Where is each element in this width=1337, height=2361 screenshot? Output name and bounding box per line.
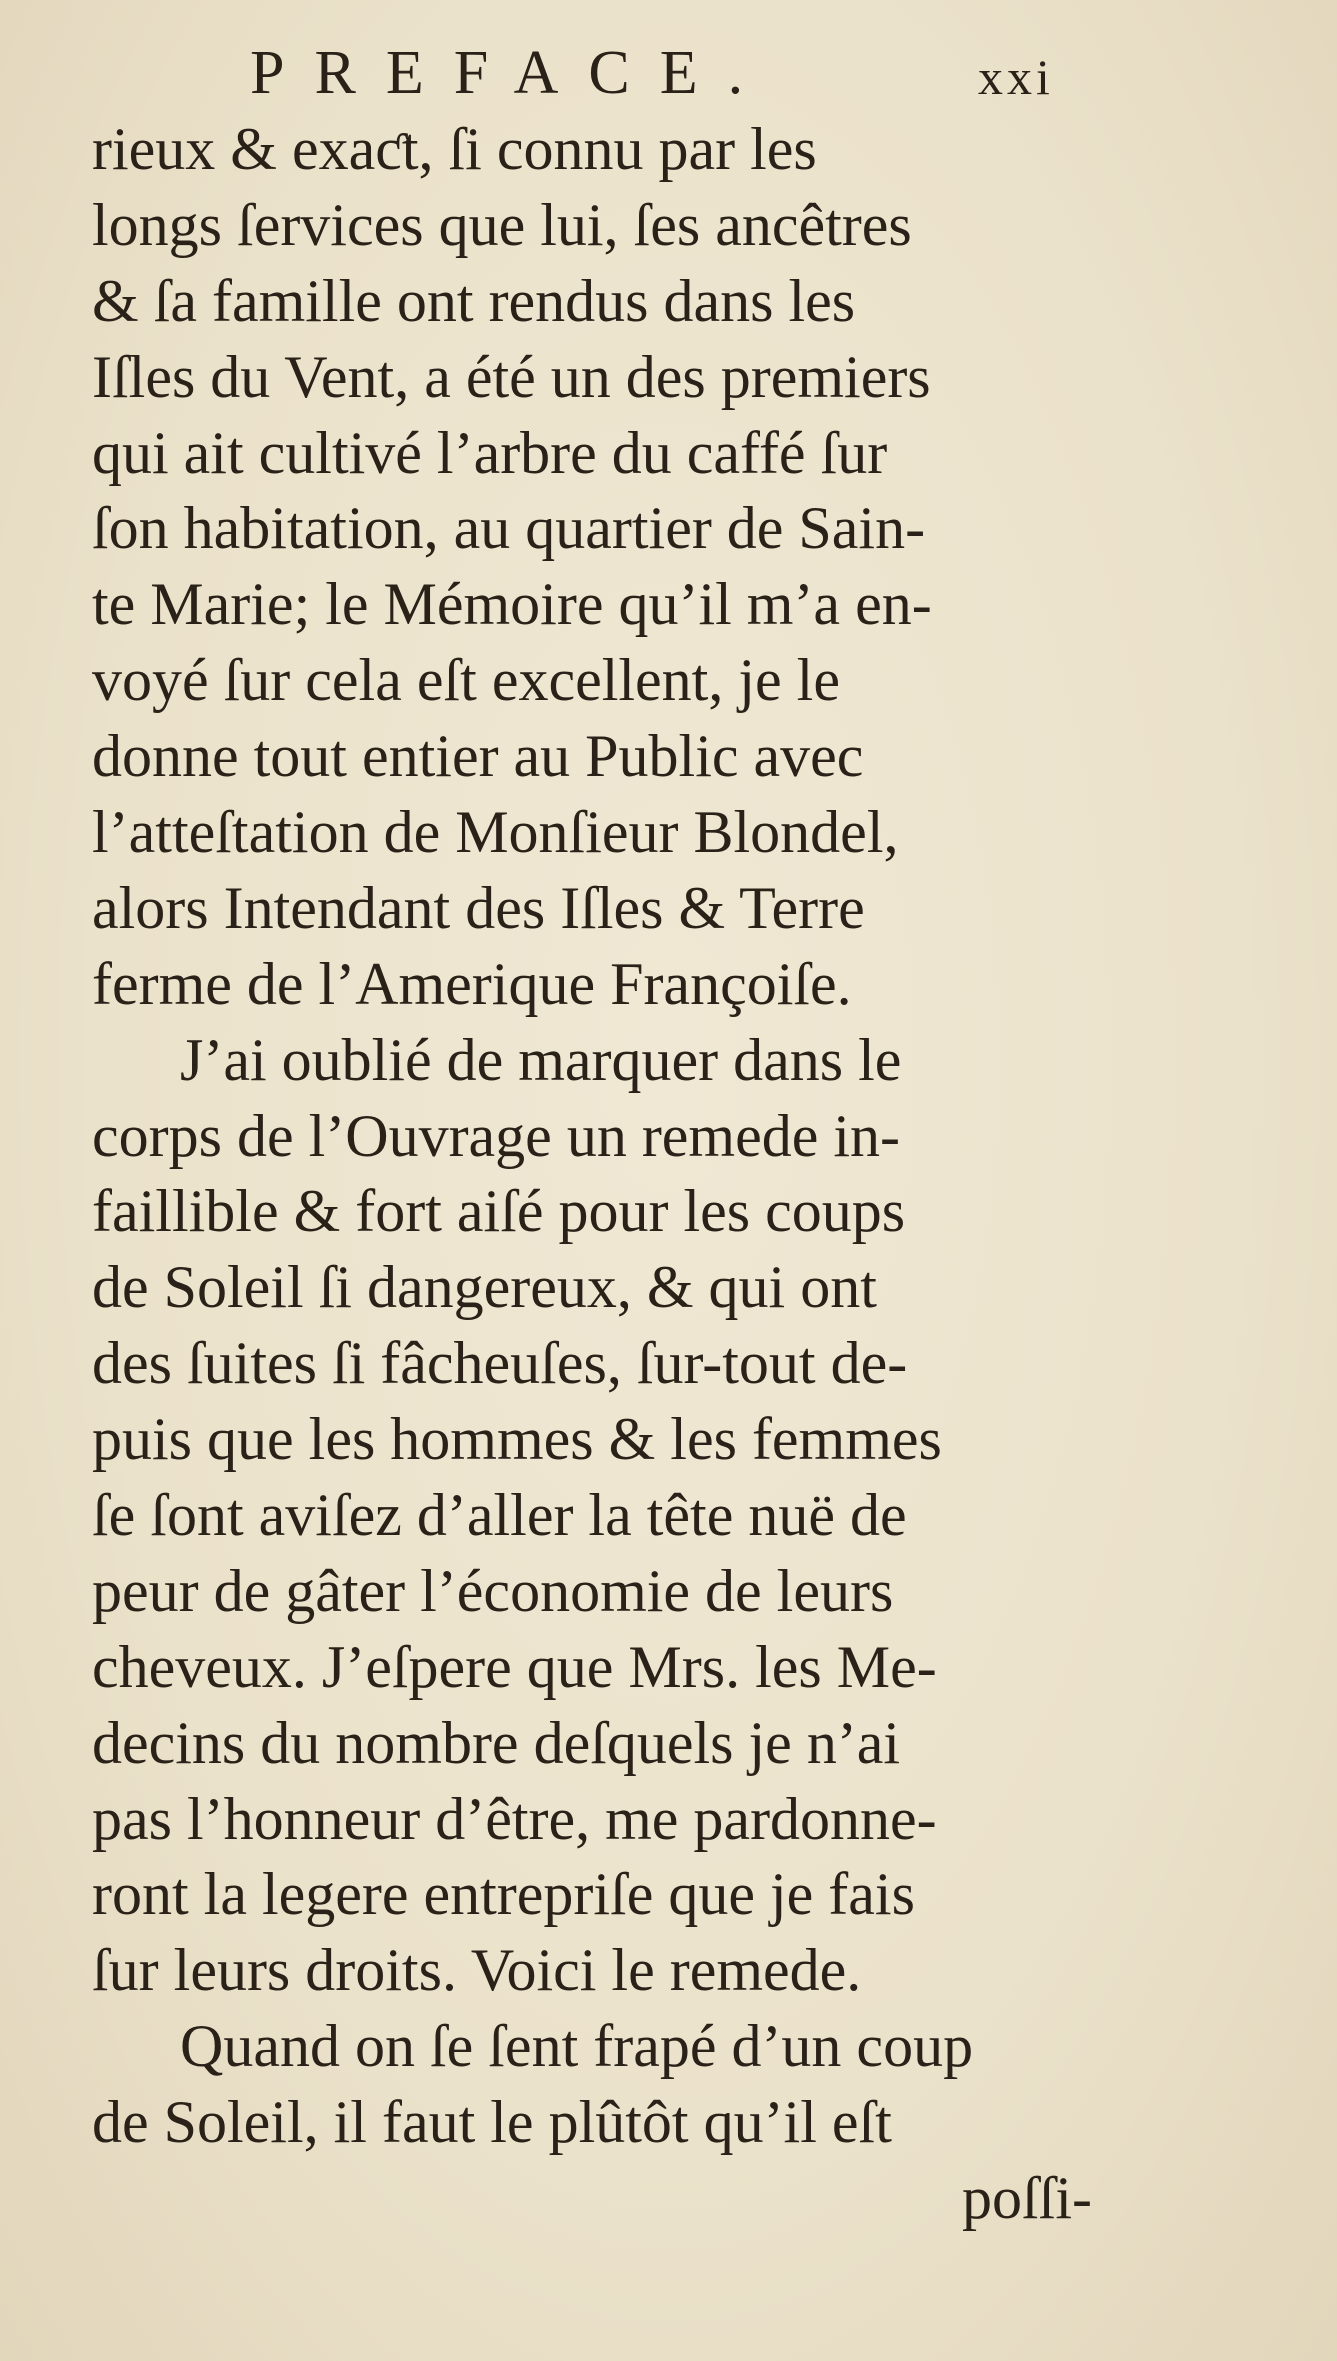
page-number: xxi bbox=[978, 49, 1054, 105]
paragraph-start-line: J’ai oublié de marquer dans le bbox=[180, 1026, 902, 1093]
body-text bbox=[92, 112, 1092, 2237]
text-line: qui ait cultivé l’arbre du caffé ſur bbox=[92, 419, 888, 486]
text-line: longs ſervices que lui, ſes ancêtres bbox=[92, 191, 912, 258]
text-line: puis que les hommes & les femmes bbox=[92, 1406, 942, 1473]
paragraph-start-line: Quand on ſe ſent frapé d’un coup bbox=[180, 2013, 974, 2080]
text-line: alors Intendant des Iſles & Terre bbox=[92, 874, 865, 941]
text-line: de Soleil, il faut le plûtôt qu’il eſt bbox=[92, 2089, 892, 2156]
text-line: cheveux. J’eſpere que Mrs. les Me- bbox=[92, 1633, 937, 1700]
text-line: ſur leurs droits. Voici le remede. bbox=[92, 1937, 862, 2004]
text-line: ſon habitation, au quartier de Sain- bbox=[92, 495, 926, 562]
text-line: ront la legere entrepriſe que je fais bbox=[92, 1861, 915, 1928]
text-line: de Soleil ſi dangereux, & qui ont bbox=[92, 1254, 877, 1321]
text-line: corps de l’Ouvrage un remede in- bbox=[92, 1102, 901, 1169]
text-line: Iſles du Vent, a été un des premiers bbox=[92, 343, 931, 410]
text-line: peur de gâter l’économie de leurs bbox=[92, 1557, 894, 1624]
text-line: des ſuites ſi fâcheuſes, ſur-tout de- bbox=[92, 1330, 908, 1397]
text-line: pas l’honneur d’être, me pardonne- bbox=[92, 1785, 937, 1852]
text-line: voyé ſur cela eſt excellent, je le bbox=[92, 647, 840, 714]
text-line: donne tout entier au Public avec bbox=[92, 723, 864, 790]
text-line: ferme de l’Amerique Françoiſe. bbox=[92, 950, 852, 1017]
text-line: rieux & exaƈt, ſi connu par les bbox=[92, 116, 817, 182]
catchword: poſſi- bbox=[962, 2165, 1092, 2232]
text-line: l’atteſtation de Monſieur Blondel, bbox=[92, 799, 899, 866]
text-line: & ſa famille ont rendus dans les bbox=[92, 267, 856, 334]
text-line: ſe ſont aviſez d’aller la tête nuë de bbox=[92, 1482, 907, 1549]
running-head-title: PREFACE. bbox=[250, 39, 774, 107]
text-line: faillible & fort aiſé pour les coups bbox=[92, 1178, 906, 1245]
text-line: decins du nombre deſquels je n’ai bbox=[92, 1709, 901, 1776]
text-line: te Marie; le Mémoire qu’il m’a en- bbox=[92, 571, 932, 638]
